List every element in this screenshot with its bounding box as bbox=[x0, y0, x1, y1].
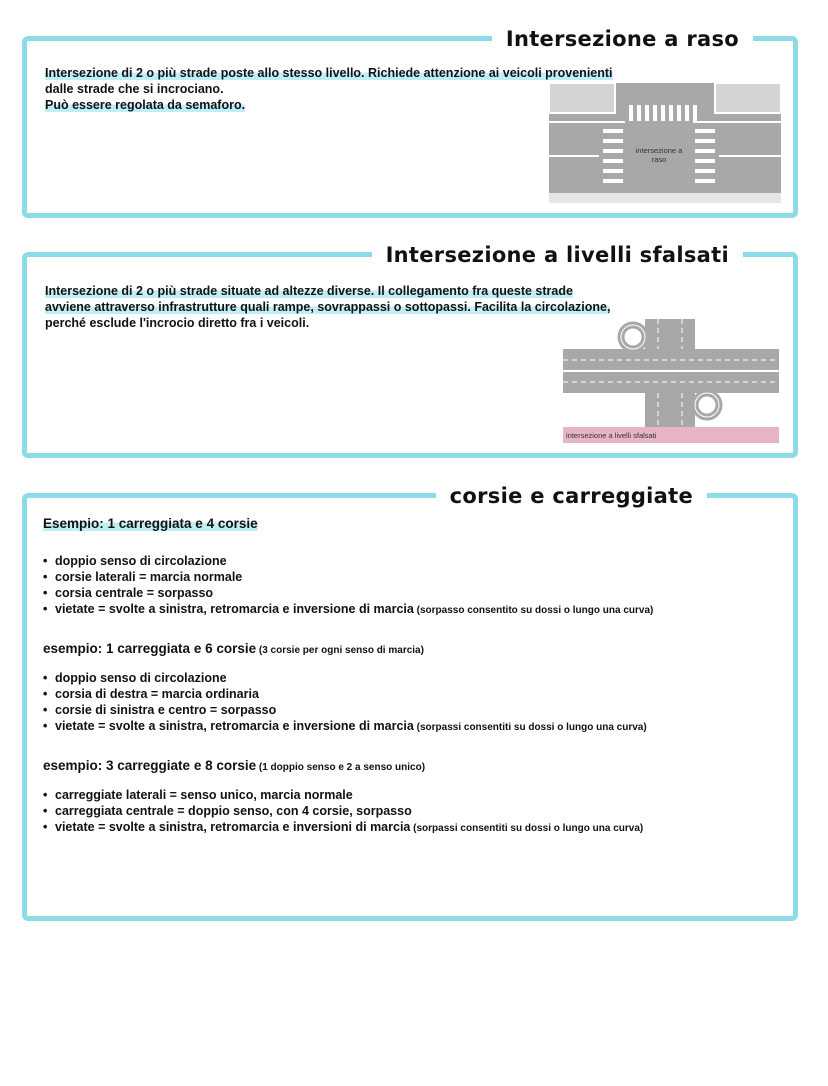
description-line: Intersezione di 2 o più strade situate ad altezze diverse. Il collegamento fra queste strade bbox=[45, 284, 573, 298]
example-note: (3 corsie per ogni senso di marcia) bbox=[256, 645, 424, 656]
example-heading: esempio: 1 carreggiata e 6 corsie bbox=[43, 641, 257, 656]
description-line: perché esclude l'incrocio diretto fra i veicoli. bbox=[45, 316, 310, 330]
list-item: • doppio senso di circolazione bbox=[43, 670, 783, 686]
list-item: • carreggiata centrale = doppio senso, con 4 corsie, sorpasso bbox=[43, 803, 783, 819]
section-title: Intersezione a livelli sfalsati bbox=[372, 239, 743, 271]
example-heading: Esempio: 1 carreggiata e 4 corsie bbox=[43, 516, 258, 531]
list-item: • corsia centrale = sorpasso bbox=[43, 585, 783, 601]
list-item: • carreggiate laterali = senso unico, marcia normale bbox=[43, 787, 783, 803]
examples-container bbox=[43, 516, 783, 837]
list-item: • vietate = svolte a sinistra, retromarcia e inversioni di marcia (sorpassi consentiti su dossi o lungo una curva) bbox=[43, 819, 783, 837]
list-item: • corsie laterali = marcia normale bbox=[43, 569, 783, 585]
example-block bbox=[43, 641, 783, 736]
example-note: (1 doppio senso e 2 a senso unico) bbox=[256, 762, 426, 773]
list-item: • corsia di destra = marcia ordinaria bbox=[43, 686, 783, 702]
list-item: • vietate = svolte a sinistra, retromarcia e inversione di marcia (sorpasso consentito su dossi o lungo una curva) bbox=[43, 601, 783, 619]
list-item: • vietate = svolte a sinistra, retromarcia e inversione di marcia (sorpassi consentiti su dossi o lungo una curva) bbox=[43, 718, 783, 736]
description-line: avviene attraverso infrastrutture quali rampe, sovrappassi o sottopassi. Facilita la circolazione, bbox=[45, 300, 611, 314]
level-intersection-image bbox=[549, 83, 781, 203]
example-block bbox=[43, 758, 783, 837]
section-intersezione-a-raso bbox=[22, 27, 798, 218]
example-heading: esempio: 3 carreggiate e 8 corsie bbox=[43, 758, 257, 773]
section-corsie-e-carreggiate bbox=[22, 484, 798, 921]
list-item: • doppio senso di circolazione bbox=[43, 553, 783, 569]
description-line: Intersezione di 2 o più strade poste allo stesso livello. Richiede attenzione ai veicoli provenienti bbox=[45, 66, 613, 80]
section-title: Intersezione a raso bbox=[492, 23, 753, 55]
grade-separated-interchange-image bbox=[563, 319, 779, 443]
list-item: • corsie di sinistra e centro = sorpasso bbox=[43, 702, 783, 718]
description-line: Può essere regolata da semaforo. bbox=[45, 98, 246, 112]
image-label: raso bbox=[651, 155, 667, 164]
image-caption: intersezione a livelli sfalsati bbox=[566, 431, 657, 440]
section-title: corsie e carreggiate bbox=[436, 480, 707, 512]
section-intersezione-a-livelli-sfalsati bbox=[22, 243, 798, 458]
description-line: dalle strade che si incrociano. bbox=[45, 82, 224, 96]
example-block bbox=[43, 516, 783, 619]
image-label: intersezione a bbox=[635, 146, 683, 155]
